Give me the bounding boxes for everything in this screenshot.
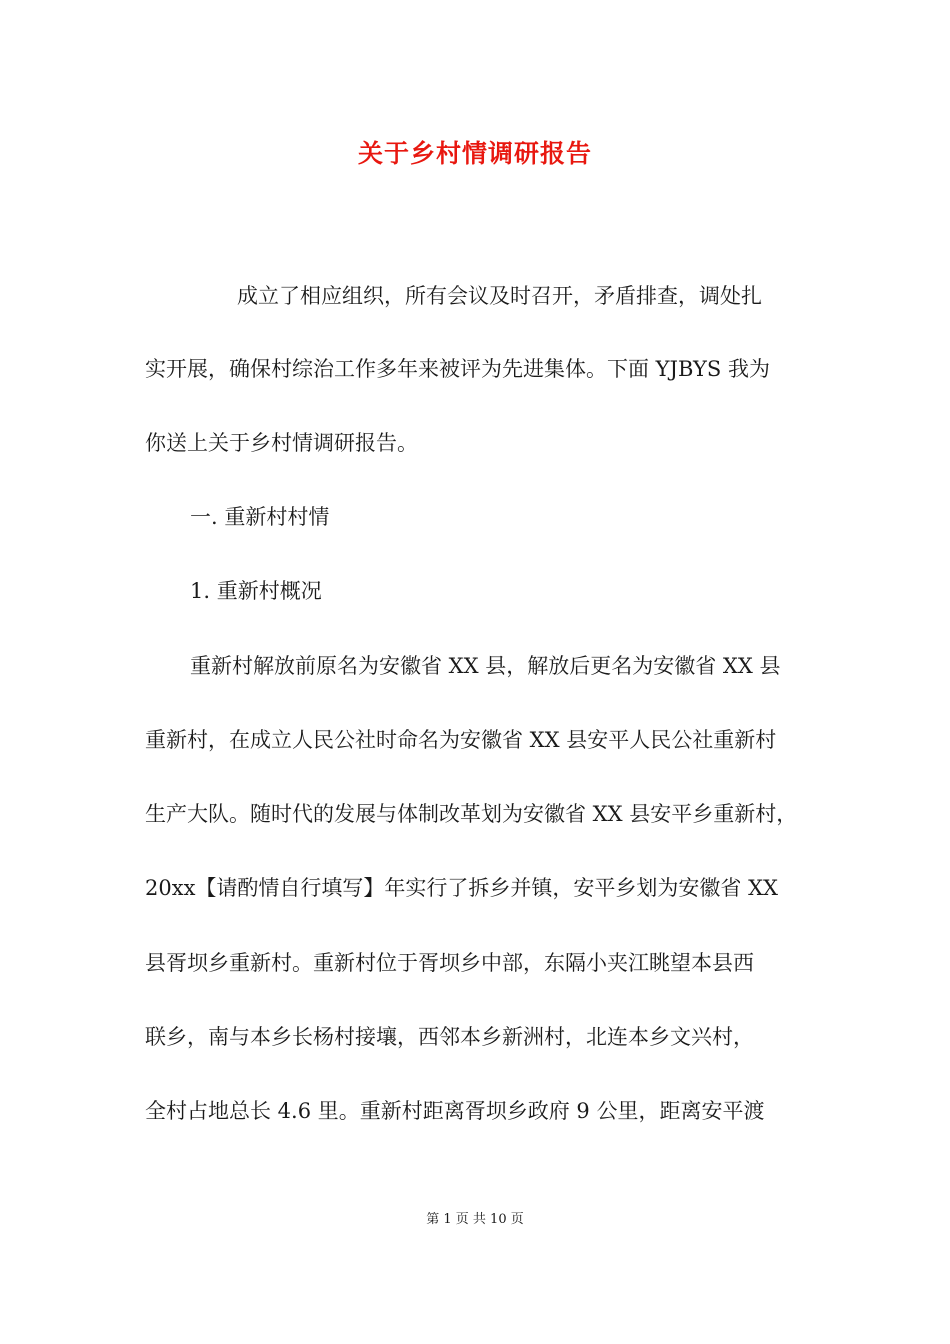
body-line: 生产大队。随时代的发展与体制改革划为安徽省 XX 县安平乡重新村，	[145, 802, 798, 826]
page-number-footer: 第 1 页 共 10 页	[426, 1212, 524, 1227]
body-line: 全村占地总长 4.6 里。重新村距离胥坝乡政府 9 公里，距离安平渡	[145, 1099, 765, 1123]
body-line: 联乡，南与本乡长杨村接壤，西邻本乡新洲村，北连本乡文兴村，	[145, 1025, 754, 1049]
subsection-heading: 1. 重新村概况	[190, 579, 322, 603]
body-line: 县胥坝乡重新村。重新村位于胥坝乡中部，东隔小夹江眺望本县西	[145, 951, 754, 975]
body-line: 实开展，确保村综治工作多年来被评为先进集体。下面 YJBYS 我为	[145, 357, 770, 381]
body-line: 重新村解放前原名为安徽省 XX 县，解放后更名为安徽省 XX 县	[190, 654, 781, 678]
body-line: 你送上关于乡村情调研报告。	[145, 431, 418, 455]
body-line: 20xx【请酌情自行填写】年实行了拆乡并镇，安平乡划为安徽省 XX	[145, 876, 778, 900]
body-line: 重新村，在成立人民公社时命名为安徽省 XX 县安平人民公社重新村	[145, 728, 777, 752]
section-heading: 一. 重新村村情	[190, 505, 330, 529]
body-line: 成立了相应组织，所有会议及时召开，矛盾排查，调处扎	[237, 284, 762, 308]
page-title: 关于乡村情调研报告	[357, 139, 592, 168]
